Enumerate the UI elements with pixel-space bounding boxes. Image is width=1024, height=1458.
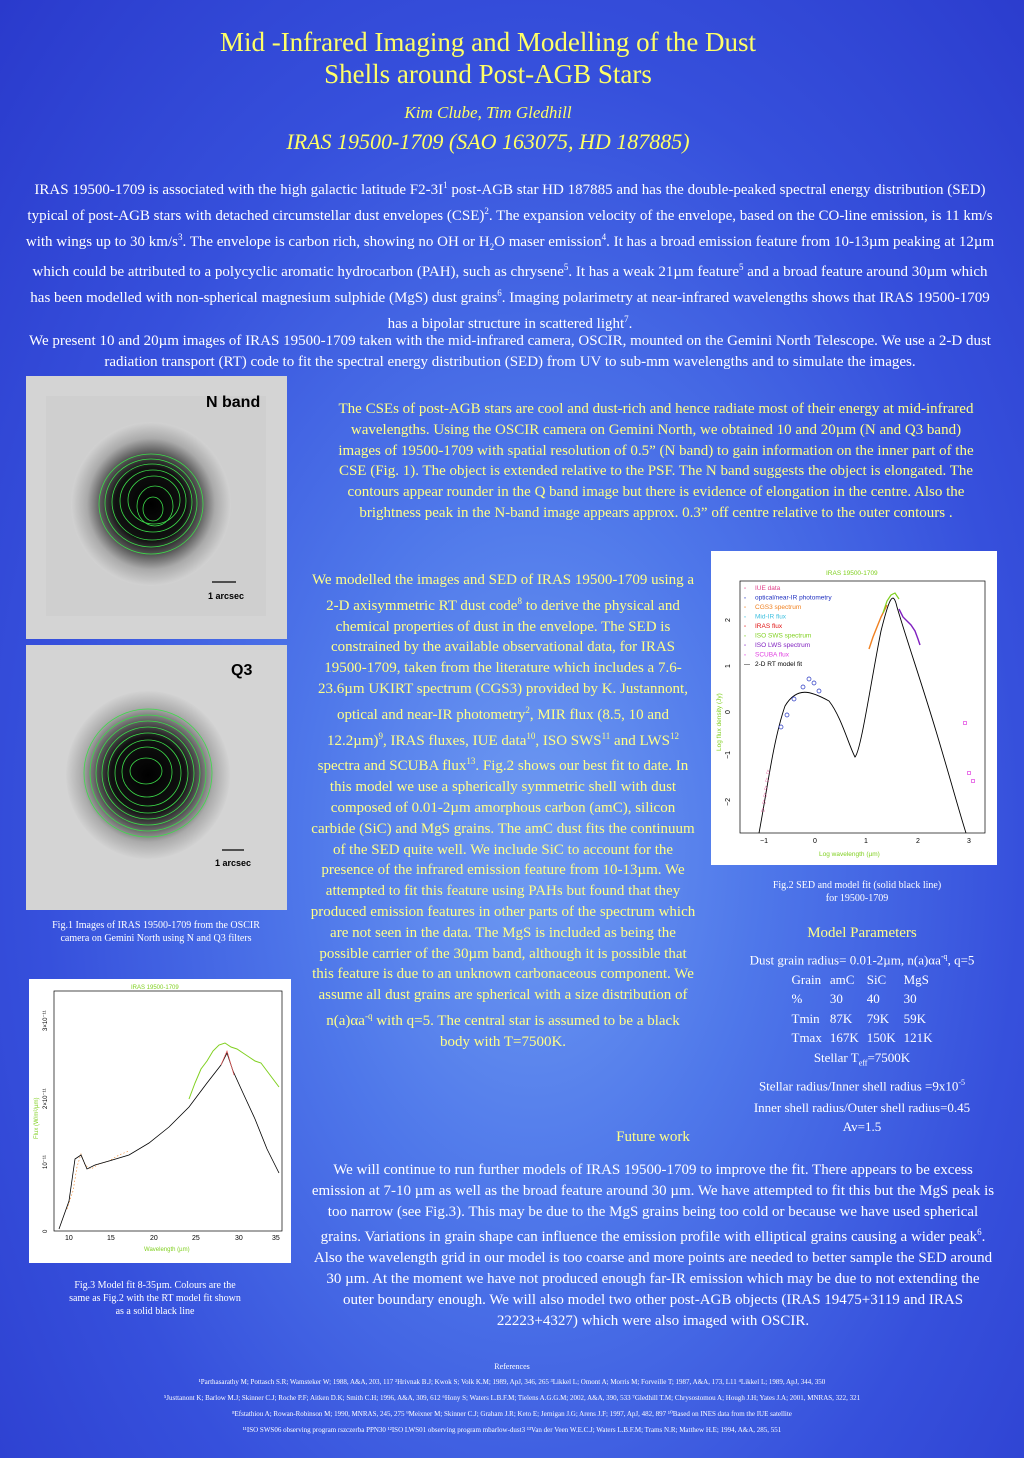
iue-point: △ xyxy=(766,769,770,775)
fig3-xtick-15: 15 xyxy=(107,1235,115,1242)
intro-paragraph: IRAS 19500-1709 is associated with the high galactic latitude $F2-3I^1$ post-AGB star HD 187885 and has the double-peaked spectral energy distribution (SED) typical of post-AGB stars with detached circumstellar dust envelopes (CSE)$^2$. The expansion velocity of the envelope, based on the CO-line emission, is 11 km/s with wings up to 30 $km/s^3$. The envelope is carbon rich, showing no OH or $H_2O$ maser emission$^4$. It has a broad emission feature from 10-13µm peaking at 12µm which could be attributed to a polycyclic aromatic hydrocarbon (PAH), such as chrysene$^5$. It has a weak 21µm feature$^5$ and a broad feature around 30µm which has been modelled with non-spherical magnesium sulphide (MgS) dust grains$^6$. Imaging polarimetry at near-infrared wavelengths shows that IRAS 19500-1709 has a bipolar structure in scattered light$^7$. xyxy=(25,180,995,332)
fig3-plot-title: IRAS 19500-1709 xyxy=(131,985,179,991)
param-cell: Tmax xyxy=(791,1030,822,1046)
legend-marker: ▫ xyxy=(744,643,747,649)
teff-line: Stellar $T_{eff}=7500K$ xyxy=(813,1049,911,1068)
fig3-model-curve xyxy=(59,1053,279,1229)
q3-image xyxy=(26,645,287,910)
param-cell: Tmin xyxy=(791,1010,820,1026)
iue-point: △ xyxy=(764,785,768,791)
q3-scale-label: 1 arcsec xyxy=(215,858,252,868)
fig3-iso-sws xyxy=(189,1043,279,1099)
fig3-xtick-20: 20 xyxy=(150,1235,158,1242)
param-cell: % xyxy=(791,991,803,1007)
param-row xyxy=(788,1028,937,1048)
fig2-ytick-0: 0 xyxy=(725,710,732,714)
legend-marker: ▫ xyxy=(744,605,747,611)
n-band-scale-label: 1 arcsec xyxy=(208,591,245,601)
fig3-ytick-2: 2×10⁻¹¹ xyxy=(43,1088,49,1109)
iso-sws-spectrum xyxy=(883,593,899,613)
legend-marker: ▫ xyxy=(744,624,747,630)
param-header-cell: amC xyxy=(829,971,855,987)
legend-entry: optical/near-IR photometry xyxy=(755,594,832,602)
param-cell: 87K xyxy=(829,1010,853,1026)
param-header-cell: Grain xyxy=(791,971,822,987)
references-list xyxy=(0,1376,1024,1436)
av-line: Av=1.5 xyxy=(842,1119,882,1135)
legend-marker: ▫ xyxy=(744,614,747,621)
photometry-point xyxy=(785,713,789,717)
fig3-caption: Fig.3 Model fit 8-35µm. Colours are the same as Fig.2 with the RT model fit shown as a solid black line xyxy=(69,1280,241,1317)
future-work-paragraph: We will continue to run further models of IRAS 19500-1709 to improve the fit. There appears to be excess emission at 7-10 µm as well as the broad feature around 30 µm. We have attempted to fit this but the MgS peak is too narrow (see Fig.3). This may be due to the MgS grains being too cold or because we have used spherical grains. Variations in grain shape can influence the emission profile with elliptical grains causing a wider peak$^6$. Also the wavelength grid in our model is too coarse and more points are needed to better sample the SED around 30 µm. At the moment we have not produced enough far-IR emission which may be due to not extending the outer boundary enough. We will also model two other post-AGB objects (IRAS 19475+3119 and IRAS 22223+4327) which were also imaged with OSCIR. xyxy=(311,1162,995,1329)
n-band-image xyxy=(26,376,287,639)
photometry-point xyxy=(801,685,805,689)
legend-marker: ▫ xyxy=(744,586,747,592)
reference-line: ¹¹ISO SWS06 observing program rszczerba PPN30 ¹²ISO LWS01 observing program mbarlow-dust3 ¹³Van der Veen W.E.C.J; Waters L.B.F.M; Trams N.R; Matthew H.E; 1994, A&A, 285, 551 xyxy=(242,1426,782,1434)
grain-radius-line: Dust grain radius= 0.01-2µm, $n(a)\alpha a^{-q}$, q=5 xyxy=(749,952,975,968)
scuba-point xyxy=(964,722,967,725)
legend-entry: IRAS flux xyxy=(755,623,783,630)
fig3-ytick-1: 10⁻¹¹ xyxy=(43,1155,49,1169)
iso-lws-spectrum xyxy=(899,609,920,645)
references-heading: References xyxy=(494,1362,530,1371)
legend-entry: 2-D RT model fit xyxy=(755,661,803,668)
scuba-point xyxy=(968,772,971,775)
legend-entry: IUE data xyxy=(755,585,781,592)
photometry-point xyxy=(812,681,816,685)
param-cell: 167K xyxy=(829,1030,859,1046)
param-cell: 79K xyxy=(866,1010,890,1026)
target-name: IRAS 19500-1709 (SAO 163075, HD 187885) xyxy=(286,129,690,154)
fig3-model-plot xyxy=(29,979,291,1263)
legend-entry: CGS3 spectrum xyxy=(755,604,802,611)
fig3-xtick-10: 10 xyxy=(65,1235,73,1242)
param-row xyxy=(788,1009,937,1029)
q3-label: Q3 xyxy=(231,662,253,679)
fig1-caption: Fig.1 Images of IRAS 19500-1709 from the OSCIR camera on Gemini North using N and Q3 filters xyxy=(52,920,260,944)
fig2-xlabel: Log wavelength (µm) xyxy=(819,851,880,858)
fig2-ylabel: Log flux density (Jy) xyxy=(716,693,723,751)
legend-entry: Mid-IR flux xyxy=(755,613,787,621)
fig3-ytick-3: 3×10⁻¹¹ xyxy=(43,1010,49,1031)
param-cell: 40 xyxy=(866,991,880,1007)
param-cell: 30 xyxy=(903,991,917,1007)
fig2-ytick-m1: −1 xyxy=(725,751,732,759)
photometry-point xyxy=(817,689,821,693)
title-line-2: Shells around Post-AGB Stars xyxy=(324,59,652,89)
fig2-ytick-2: 2 xyxy=(725,618,732,622)
param-cell: 121K xyxy=(903,1030,933,1046)
iue-point: △ xyxy=(761,807,765,813)
radius-ratio-1: Stellar radius/Inner shell radius $=9x10^{-5}$ xyxy=(758,1077,966,1094)
fig2-xtick-2: 2 xyxy=(916,838,920,845)
cgs3-spectrum xyxy=(869,605,887,649)
authors: Kim Clube, Tim Gledhill xyxy=(404,103,572,122)
radius-ratio-2: Inner shell radius/Outer shell radius=0.45 xyxy=(753,1099,971,1115)
fig2-xtick-3: 3 xyxy=(967,838,971,845)
legend-entry: ISO SWS spectrum xyxy=(755,632,812,640)
param-header-cell: SiC xyxy=(866,971,887,987)
reference-line: ⁵Justtanont K; Barlow M.J; Skinner C.J; Roche P.F; Aitken D.K; Smith C.H; 1996, A&A, 309, 612 ⁶Hony S; Waters L.B.F.M; Tielens A.G.G.M; 2002, A&A, 390, 533 ⁷Gledhill T.M; Chrysostomou A; Hough J.H; Yates J.A; 2001, MNRAS, 322, 321 xyxy=(163,1394,861,1402)
legend-marker: ▫ xyxy=(744,595,747,602)
photometry-point xyxy=(779,725,783,729)
legend-marker: — xyxy=(744,662,750,668)
fig3-xtick-35: 35 xyxy=(272,1235,280,1242)
legend-marker: ▫ xyxy=(744,633,747,640)
grain-table xyxy=(788,970,937,1048)
scuba-point xyxy=(972,780,975,783)
param-cell: 30 xyxy=(829,991,843,1007)
fig3-xtick-25: 25 xyxy=(192,1235,200,1242)
title-line-1: Mid -Infrared Imaging and Modelling of the Dust xyxy=(219,27,757,57)
fig2-xtick-1: 1 xyxy=(864,838,868,845)
fig2-xtick-m1: −1 xyxy=(760,838,768,845)
param-header-cell: MgS xyxy=(903,971,929,987)
fig2-ytick-m2: −2 xyxy=(725,798,732,806)
fig2-caption: Fig.2 SED and model fit (solid black line) for 19500-1709 xyxy=(772,880,942,904)
param-cell: 150K xyxy=(866,1030,896,1046)
reference-line: ¹Parthasarathy M; Pottasch S.R; Wamsteker W; 1988, A&A, 203, 117 ²Hrivnak B.J; Kwok S; Volk K.M; 1989, ApJ, 346, 265 ³Likkel L; Omont A; Morris M; Forveille T; 1987, A&A, 173, L11 ⁴Likkel L; 1989, ApJ, 344, 350 xyxy=(198,1378,826,1386)
poster-title xyxy=(0,26,976,90)
param-row xyxy=(788,989,937,1009)
legend-marker: ▫ xyxy=(744,652,747,659)
legend-entry: SCUBA flux xyxy=(755,651,789,659)
fig3-cgs3-spectrum xyxy=(67,1151,129,1209)
reference-line: ⁸Efstathiou A; Rowan-Robinson M; 1990, MNRAS, 245, 275 ⁹Meixner M; Skinner C.J; Graham J.R; Keto E; Jernigan J.G; Arens J.F; 1997, ApJ, 482, 897 ¹⁰Based on INES data from the IUE satellite xyxy=(232,1410,792,1418)
fig3-ytick-0: 0 xyxy=(43,1229,49,1233)
modelling-paragraph: We modelled the images and SED of IRAS 19500-1709 using a 2-D axisymmetric RT dust code$^8$ to derive the physical and chemical properties of dust in the envelope. The SED is constrained by the available observational data, for IRAS 19500-1709, taken from the literature which includes a 7.6-23.6µm UKIRT spectrum (CGS3) provided by K. Justannont, optical and near-IR photometry$^2$, MIR flux (8.5, 10 and 12.2µm)$^9$, IRAS fluxes, IUE data$^{10}$, ISO SWS$^{11}$ and LWS$^{12}$ spectra and SCUBA flux$^{13}$. Fig.2 shows our best fit to date. In this model we use a spherically symmetric shell with dust composed of 0.01-2µm amorphous carbon (amC), silicon carbide (SiC) and MgS grains. The amC dust fits the continuum of the SED quite well. We include SiC to account for the presence of the infrared emission feature from 10-13µm. We attempted to fit this feature using PAHs but found that they produced emission features in other parts of the spectrum which are not seen in the data. The MgS is included as being the possible carrier of the 30µm band, although it is possible that this feature is due to an unknown carbonaceous component. We assume all dust grains are spherical with a size distribution of $n(a)\alpha a^{-q}$ with q=5. The central star is assumed to be a black body with T=7500K. xyxy=(310,572,696,1050)
iue-point: △ xyxy=(765,777,769,783)
model-parameters xyxy=(724,947,1000,1137)
photometry-point xyxy=(792,697,796,701)
iue-point: △ xyxy=(763,792,767,798)
param-cell: 59K xyxy=(903,1010,926,1026)
intro-paragraph-2: We present 10 and 20µm images of IRAS 19500-1709 taken with the mid-infrared camera, OSCIR, mounted on the Gemini North Telescope. We use a 2-D dust radiation transport (RT) code to fit the spectral energy distribution (SED) from UV to sub-mm wavelengths and to simulate the images. xyxy=(29,333,991,370)
model-parameters-heading: Model Parameters xyxy=(807,925,917,941)
observations-paragraph: The CSEs of post-AGB stars are cool and dust-rich and hence radiate most of their energy at mid-infrared wavelengths. Using the OSCIR camera on Gemini North, we obtained 10 and 20µm (N and Q3 band) images of 19500-1709 with spatial resolution of 0.5” (N band) to gain information on the inner part of the CSE (Fig. 1). The object is extended relative to the PSF. The N band suggests the object is elongated. The contours appear rounder in the Q band image but there is evidence of elongation in the centre. Also the brightness peak in the N-band image appears approx. 0.3” off centre relative to the outer contours . xyxy=(338,401,974,521)
photometry-point xyxy=(807,677,811,681)
fig2-plot-title: IRAS 19500-1709 xyxy=(826,570,878,577)
fig2-ytick-1: 1 xyxy=(725,664,732,668)
future-work-heading: Future work xyxy=(616,1129,690,1145)
fig3-ylabel: Flux (W/m²/µm) xyxy=(34,1097,40,1139)
fig3-xlabel: Wavelength (µm) xyxy=(144,1247,190,1253)
fig2-sed-plot xyxy=(711,551,997,865)
iue-point: △ xyxy=(762,799,766,805)
legend-entry: ISO LWS spectrum xyxy=(755,642,811,649)
fig3-xtick-30: 30 xyxy=(235,1235,243,1242)
fig2-xtick-0: 0 xyxy=(813,838,817,845)
n-band-label: N band xyxy=(206,394,261,411)
